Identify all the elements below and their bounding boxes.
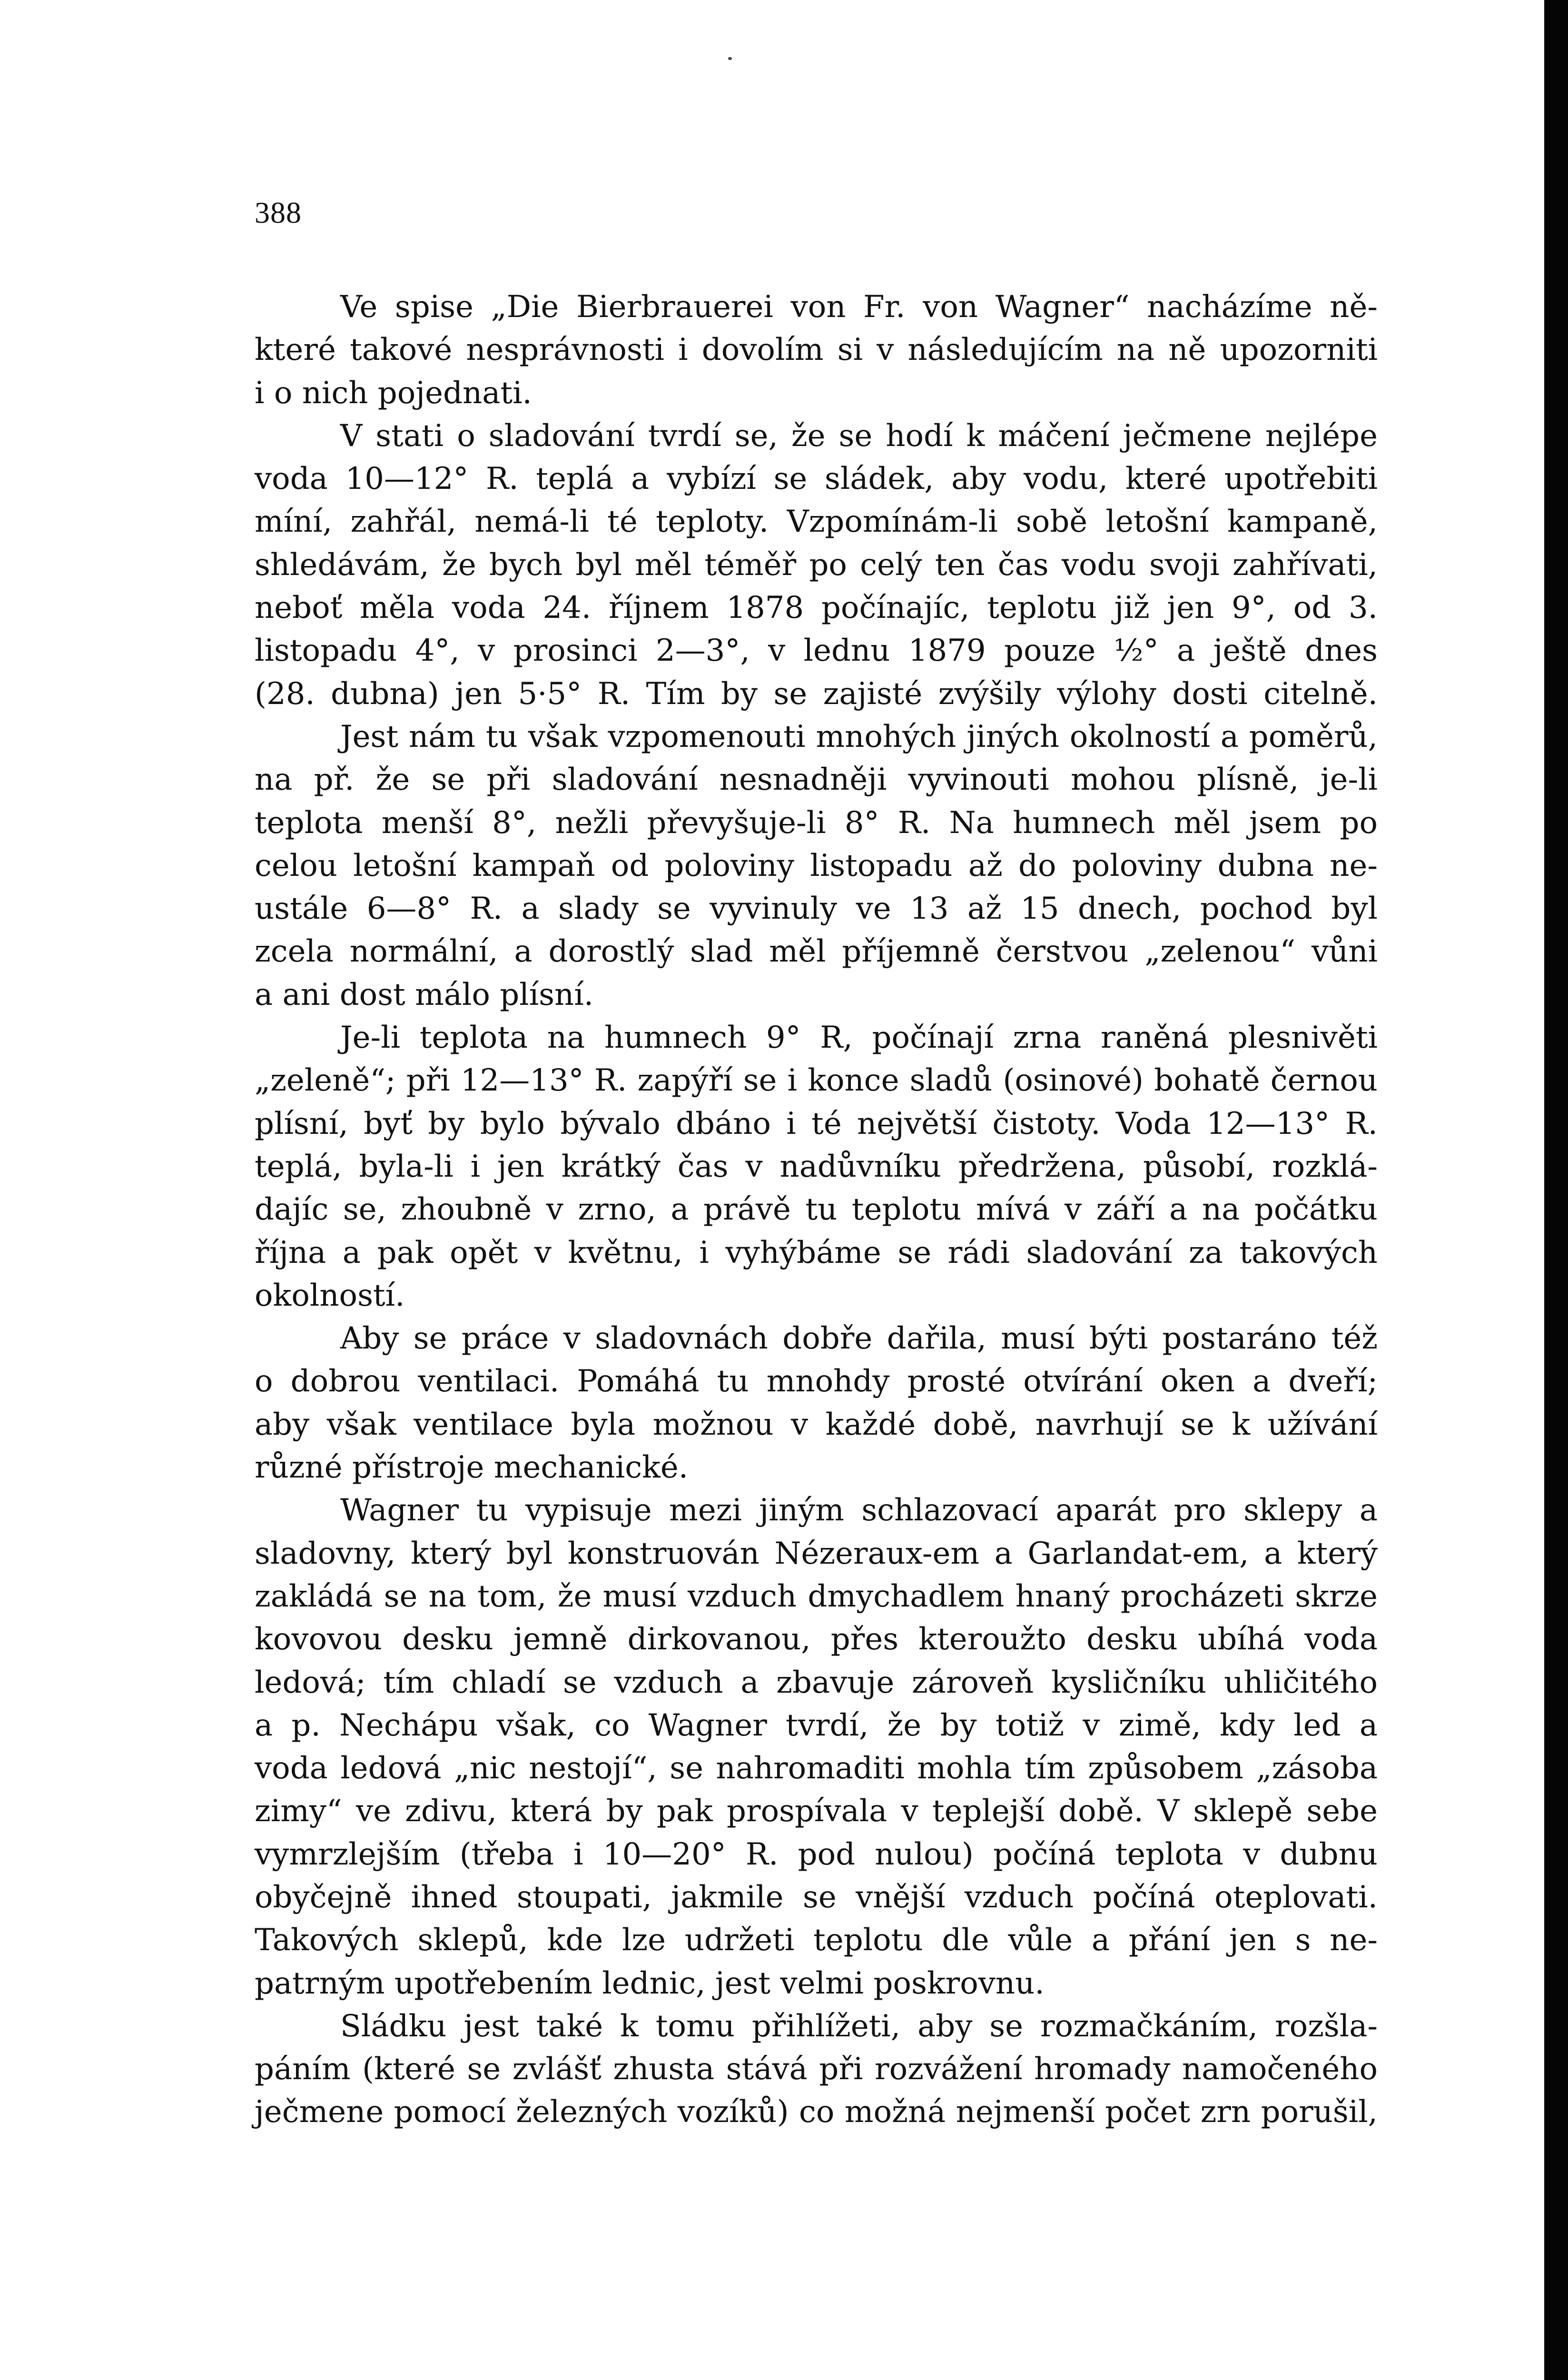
text-line: o dobrou ventilaci. Pomáhá tu mnohdy prosté otvírání oken a dveří; — [255, 1364, 1378, 1399]
text-line: dajíc se, zhoubně v zrno, a právě tu teplotu mívá v září a na počátku — [255, 1192, 1378, 1228]
text-line: zakládá se na tom, že musí vzduch dmychadlem hnaný procházeti skrze — [255, 1578, 1378, 1614]
paragraph — [255, 715, 1378, 1016]
text-line: kovovou desku jemně dirkovanou, přes kteroužto desku ubíhá voda — [255, 1622, 1378, 1657]
text-line: ječmene pomocí železných vozíků) co možná nejmenší počet zrn porušil, — [255, 2094, 1378, 2130]
text-line: Wagner tu vypisuje mezi jiným schlazovací aparát pro sklepy a — [340, 1493, 1378, 1528]
text-line: vymrzlejším (třeba i 10—20° R. pod nulou) počíná teplota v dubnu — [255, 1836, 1378, 1872]
paragraph — [255, 415, 1378, 715]
text-line: a p. Nechápu však, co Wagner tvrdí, že by totiž v zimě, kdy led a — [255, 1707, 1378, 1743]
text-line: obyčejně ihned stoupati, jakmile se vnější vzduch počíná oteplovati. — [255, 1879, 1378, 1915]
text-line: voda 10—12° R. teplá a vybízí se sládek, aby vodu, které upotřebiti — [255, 461, 1378, 497]
text-line: aby však ventilace byla možnou v každé době, navrhují se k užívání — [255, 1407, 1378, 1442]
paragraph — [255, 286, 1378, 415]
text-line: páním (které se zvlášť zhusta stává při rozvážení hromady namočeného — [255, 2052, 1378, 2087]
text-line: neboť měla voda 24. říjnem 1878 počínajíc, teplotu již jen 9°, od 3. — [255, 590, 1378, 626]
text-line: patrným upotřebením lednic, jest velmi poskrovnu. — [255, 1965, 1045, 2001]
text-line: „zeleně“; při 12—13° R. zapýří se i konce sladů (osinové) bohatě černou — [255, 1063, 1378, 1099]
text-line: zimy“ ve zdivu, která by pak prospívala v teplejší době. V sklepě sebe — [255, 1794, 1378, 1829]
text-line: zcela normální, a dorostlý slad měl příjemně čerstvou „zelenou“ vůni — [255, 934, 1378, 970]
text-line: ledová; tím chladí se vzduch a zbavuje zároveň kysličníku uhličitého — [255, 1665, 1378, 1700]
text-line: listopadu 4°, v prosinci 2—3°, v lednu 1879 pouze ½° a ještě dnes — [255, 633, 1378, 669]
text-line: různé přístroje mechanické. — [255, 1450, 689, 1486]
text-line: V stati o sladování tvrdí se, že se hodí k máčení ječmene nejlépe — [340, 418, 1378, 454]
text-line: i o nich pojednati. — [255, 375, 532, 411]
text-line: a ani dost málo plísní. — [255, 977, 594, 1012]
text-line: ustále 6—8° R. a slady se vyvinuly ve 13 až 15 dnech, pochod byl — [255, 891, 1378, 927]
text-line: voda ledová „nic nestojí“, se nahromaditi mohla tím způsobem „zásoba — [255, 1751, 1378, 1786]
text-line: shledávám, že bych byl měl téměř po celý ten čas vodu svoji zahřívati, — [255, 547, 1378, 583]
paragraph — [255, 1317, 1378, 1489]
text-line: října a pak opět v květnu, i vyhýbáme se rádi sladování za takových — [255, 1235, 1378, 1270]
text-line: Sládku jest také k tomu přihlížeti, aby se rozmačkáním, rozšla- — [340, 2008, 1378, 2044]
body-text — [255, 286, 1378, 2134]
text-line: míní, zahřál, nemá-li té teploty. Vzpomínám-li sobě letošní kampaně, — [255, 504, 1378, 540]
text-line: (28. dubna) jen 5·5° R. Tím by se zajisté zvýšily výlohy dosti citelně. — [255, 676, 1378, 712]
text-line: celou letošní kampaň od poloviny listopadu až do poloviny dubna ne- — [255, 848, 1378, 883]
text-line: teplá, byla-li i jen krátký čas v nadůvníku předržena, působí, rozklá- — [255, 1149, 1378, 1184]
text-line: které takové nesprávnosti i dovolím si v následujícím na ně upozorniti — [255, 332, 1378, 368]
scan-speck — [728, 57, 732, 60]
text-line: Ve spise „Die Bierbrauerei von Fr. von Wagner“ nacházíme ně- — [340, 289, 1378, 325]
paragraph — [255, 1016, 1378, 1317]
text-line: Takových sklepů, kde lze udržeti teplotu dle vůle a přání jen s ne- — [255, 1923, 1378, 1958]
text-line: plísní, byť by bylo bývalo dbáno i té největší čistoty. Voda 12—13° R. — [255, 1106, 1378, 1141]
text-line: Je-li teplota na humnech 9° R, počínají zrna raněná plesnivěti — [340, 1020, 1378, 1056]
text-line: Aby se práce v sladovnách dobře dařila, musí býti postaráno též — [340, 1321, 1378, 1357]
page-number: 388 — [255, 196, 302, 229]
paragraph — [255, 1489, 1378, 2005]
text-line: na př. že se při sladování nesnadněji vyvinouti mohou plísně, je-li — [255, 762, 1378, 798]
paragraph — [255, 2005, 1378, 2134]
text-line: Jest nám tu však vzpomenouti mnohých jiných okolností a poměrů, — [340, 719, 1378, 754]
text-line: sladovny, který byl konstruován Nézeraux-em a Garlandat-em, a který — [255, 1536, 1378, 1571]
text-line: okolností. — [255, 1278, 405, 1313]
text-line: teplota menší 8°, nežli převyšuje-li 8° R. Na humnech měl jsem po — [255, 805, 1378, 841]
scan-border — [1544, 0, 1568, 2380]
